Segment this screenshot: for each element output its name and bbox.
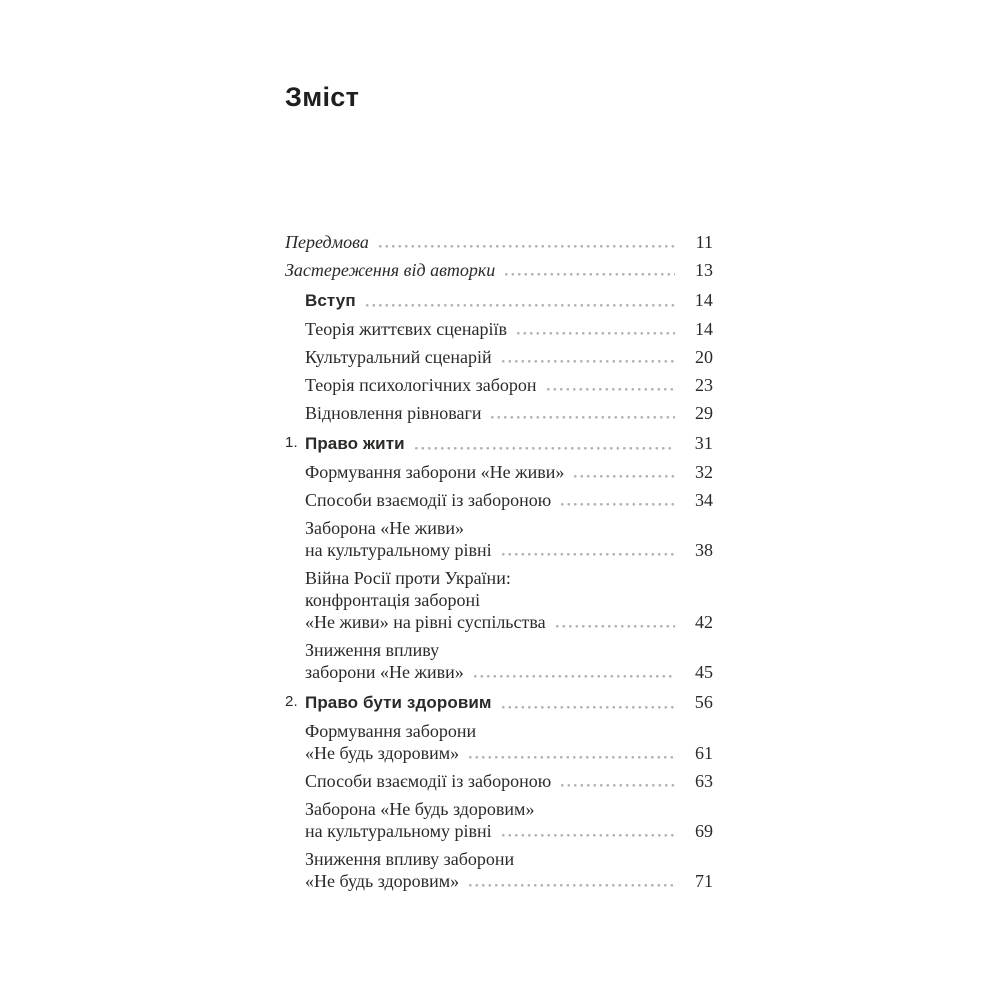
toc-entry-label: Формування заборони [305, 721, 477, 741]
toc-entry-line [305, 289, 713, 312]
toc-entry-label: конфронтація забороні [305, 590, 481, 610]
toc-entry [285, 770, 713, 792]
toc-page-number: 11 [695, 232, 713, 252]
toc-entry [285, 374, 713, 396]
toc-entry [285, 231, 713, 253]
dot-leader [469, 884, 675, 887]
toc-entry [285, 691, 713, 714]
toc-page-number: 14 [694, 290, 713, 310]
toc-entry-label: Війна Росії проти України: [305, 568, 511, 588]
toc-entry-label: Зниження впливу [305, 640, 440, 660]
toc-entry [285, 318, 713, 340]
dot-leader [474, 675, 675, 678]
toc-entry-label: Відновлення рівноваги [305, 403, 482, 423]
toc-entry-line [305, 489, 713, 511]
toc-entry [285, 489, 713, 511]
toc-entry-label: Формування заборони «Не живи» [305, 462, 565, 482]
toc-entry-label: «Не будь здоровим» [305, 871, 460, 891]
page-title: Зміст [285, 82, 360, 112]
toc-entry-label: Теорія життєвих сценаріїв [305, 319, 507, 339]
toc-entry [285, 798, 713, 842]
toc-entry [285, 289, 713, 312]
dot-leader [502, 706, 675, 709]
dot-leader [547, 388, 676, 391]
dot-leader [379, 245, 675, 248]
dot-leader [502, 360, 675, 363]
toc-entry-label: Право жити [305, 434, 405, 453]
toc-entry [285, 461, 713, 483]
toc-page-number: 61 [695, 743, 713, 763]
toc-page-number: 63 [695, 771, 713, 791]
toc-entry-label: Заборона «Не будь здоровим» [305, 799, 535, 819]
toc-entry-label: Передмова [285, 232, 369, 252]
toc-entry-line [305, 770, 713, 792]
toc-entry-label: Право бути здоровим [305, 693, 492, 712]
toc-entry [285, 432, 713, 455]
toc-entry-line [305, 742, 713, 764]
toc-entry-label: Теорія психологічних заборон [305, 375, 537, 395]
toc-entry [285, 259, 713, 281]
toc-entry-number: 1. [285, 434, 298, 451]
toc-entry-label: Способи взаємодії із забороною [305, 490, 552, 510]
toc-page-number: 45 [695, 662, 713, 682]
dot-leader [561, 784, 675, 787]
toc-page-number: 38 [695, 540, 713, 560]
toc-entry-line [305, 346, 713, 368]
toc-entry [285, 346, 713, 368]
toc-entry-label: заборони «Не живи» [305, 662, 464, 682]
toc-entry-line [305, 318, 713, 340]
toc-entry [285, 567, 713, 633]
toc-entry-line [285, 259, 713, 281]
toc-entry-line [305, 517, 713, 539]
dot-leader [502, 834, 675, 837]
toc-entry [285, 639, 713, 683]
toc-page-number: 71 [695, 871, 713, 891]
toc-entry-label: на культуральному рівні [305, 540, 492, 560]
dot-leader [556, 625, 675, 628]
toc-page-number: 14 [695, 319, 713, 339]
toc-page-number: 31 [694, 433, 713, 453]
toc-entry-label: Зниження впливу заборони [305, 849, 515, 869]
toc-entry-line [305, 611, 713, 633]
toc-entry-line [305, 820, 713, 842]
toc-entry-line [305, 461, 713, 483]
toc-page-number: 69 [695, 821, 713, 841]
toc-entry-line [305, 870, 713, 892]
toc-entry-label: на культуральному рівні [305, 821, 492, 841]
toc-entry-line [305, 539, 713, 561]
toc-entry-line [305, 374, 713, 396]
toc-page-number: 34 [695, 490, 713, 510]
toc-entry-line [305, 402, 713, 424]
toc-entry-line [305, 639, 713, 661]
dot-leader [491, 416, 675, 419]
toc-entry-label: Способи взаємодії із забороною [305, 771, 552, 791]
toc-entry-line [305, 661, 713, 683]
toc-entry-number: 2. [285, 693, 298, 710]
dot-leader [561, 503, 675, 506]
toc-entry-label: «Не будь здоровим» [305, 743, 460, 763]
toc-entry-label: «Не живи» на рівні суспільства [305, 612, 546, 632]
toc-page-number: 32 [695, 462, 713, 482]
toc-entry-line [305, 848, 713, 870]
toc-entry [285, 848, 713, 892]
dot-leader [574, 475, 675, 478]
toc-entry-line [285, 231, 713, 253]
toc-entry-line [305, 567, 713, 589]
dot-leader [415, 447, 675, 450]
toc-entry-line [305, 589, 713, 611]
toc-entry [285, 517, 713, 561]
toc-page-number: 23 [695, 375, 713, 395]
toc-page-number: 42 [695, 612, 713, 632]
toc-entry-line [305, 720, 713, 742]
dot-leader [502, 553, 675, 556]
toc-entry [285, 402, 713, 424]
toc-entry-label: Застереження від авторки [285, 260, 496, 280]
toc-entry-line [305, 691, 713, 714]
dot-leader [469, 756, 675, 759]
toc-entry-label: Культуральний сценарій [305, 347, 492, 367]
dot-leader [366, 304, 675, 307]
dot-leader [505, 273, 675, 276]
toc-entry-line [305, 798, 713, 820]
toc-page-number: 13 [695, 260, 713, 280]
toc-entry [285, 720, 713, 764]
toc-page-number: 20 [695, 347, 713, 367]
toc-page-number: 29 [695, 403, 713, 423]
table-of-contents [285, 231, 713, 892]
toc-entry-line [305, 432, 713, 455]
toc-entry-label: Заборона «Не живи» [305, 518, 464, 538]
toc-entry-label: Вступ [305, 291, 356, 310]
contents-column [285, 0, 713, 898]
dot-leader [517, 332, 675, 335]
toc-page-number: 56 [694, 692, 713, 712]
